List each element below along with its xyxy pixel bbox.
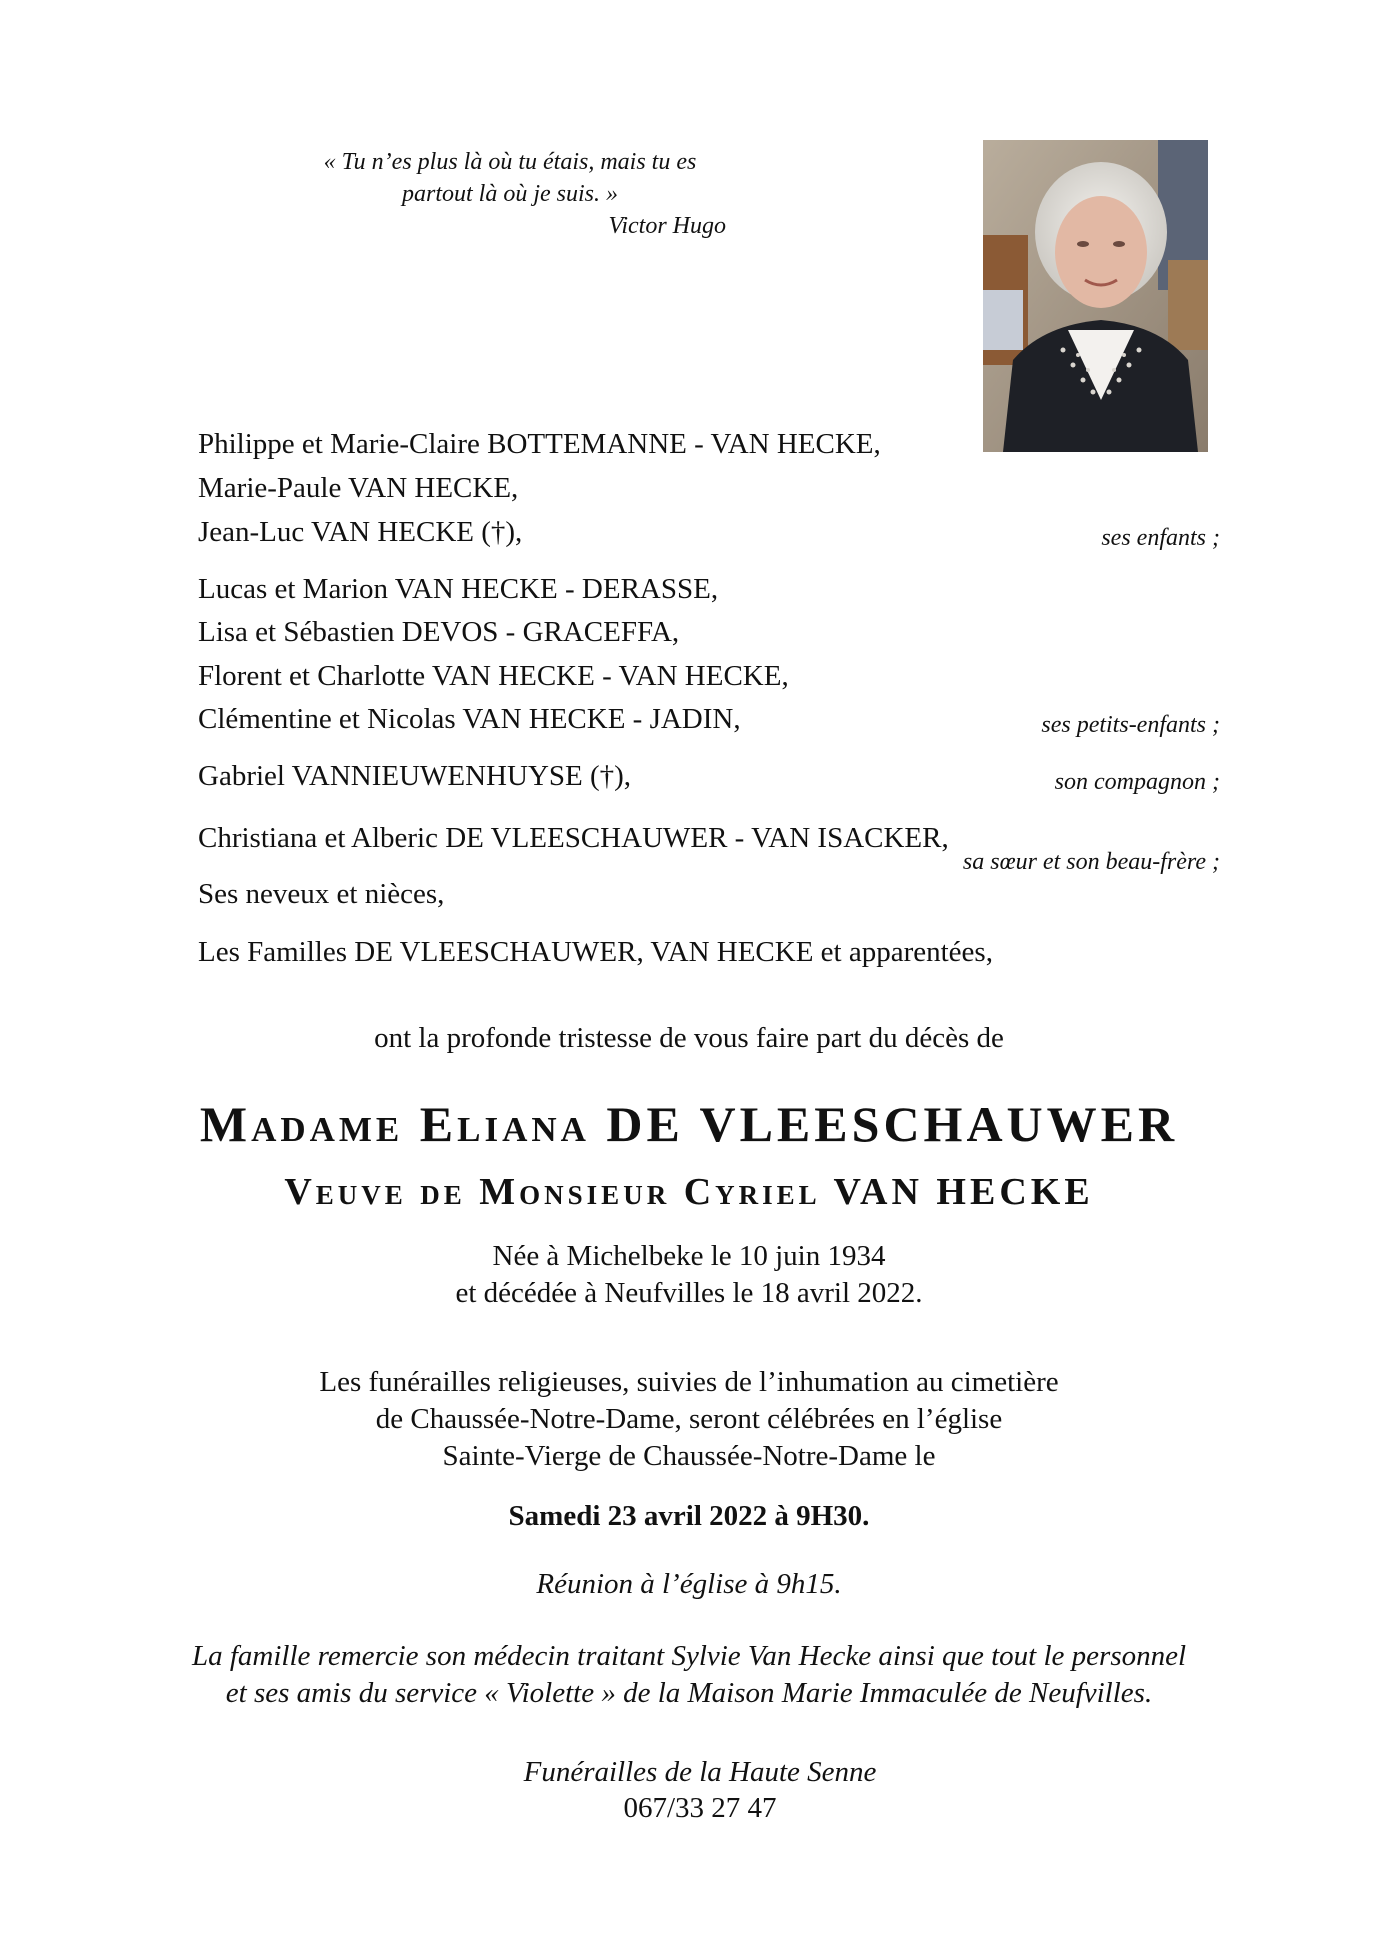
family-name: Marie-Paule VAN HECKE, [198,472,519,504]
epigraph-quote [280,146,740,242]
family-name: Gabriel VANNIEUWENHUYSE (†), [198,760,632,792]
quote-line-1: « Tu n’es plus là où tu étais, mais tu es [323,149,697,175]
undertaker-phone: 067/33 27 47 [623,1792,777,1824]
family-children-row-1 [198,426,1220,462]
death-line: et décédée à Neufvilles le 18 avril 2022. [455,1277,923,1309]
dates-block [0,1238,1378,1312]
family-companion-row [198,758,1220,794]
family-name: Christiana et Alberic DE VLEESCHAUWER - VAN ISACKER, [198,822,949,854]
family-grandchildren-row-3 [198,658,1220,694]
undertaker-name: Funérailles de la Haute Senne [523,1756,877,1788]
deceased-title-surname: DE VLEESCHAUWER [606,1096,1179,1152]
funeral-line-3: Sainte-Vierge de Chaussée-Notre-Dame le [442,1440,936,1472]
role-children: ses enfants ; [1101,525,1220,551]
meeting-time: Réunion à l’église à 9h15. [536,1568,842,1600]
family-children-row-3 [198,514,1220,550]
family-sister-row [198,820,1220,875]
quote-author: Victor Hugo [608,213,726,239]
funeral-line-2: de Chaussée-Notre-Dame, seront célébrées en l’église [375,1403,1003,1435]
family-name: Philippe et Marie-Claire BOTTEMANNE - VAN HECKE, [198,428,881,460]
widow-of-surname: VAN HECKE [833,1171,1094,1213]
role-companion: son compagnon ; [1054,769,1220,795]
family-name: Jean-Luc VAN HECKE (†), [198,516,523,548]
family-name: Lisa et Sébastien DEVOS - GRACEFFA, [198,616,680,648]
birth-line: Née à Michelbeke le 10 juin 1934 [492,1240,886,1272]
thanks-line-2: et ses amis du service « Violette » de la Maison Marie Immaculée de Neufvilles. [225,1677,1153,1709]
announcement-text: ont la profonde tristesse de vous faire part du décès de [374,1022,1004,1054]
funeral-line-1: Les funérailles religieuses, suivies de l’inhumation au cimetière [319,1366,1059,1398]
role-sister: sa sœur et son beau-frère ; [962,849,1220,875]
family-name: Les Familles DE VLEESCHAUWER, VAN HECKE et apparentées, [198,936,993,968]
thanks-block [0,1638,1378,1712]
role-grandchildren: ses petits-enfants ; [1041,712,1220,738]
deceased-widow-of [0,1168,1378,1216]
family-name: Florent et Charlotte VAN HECKE - VAN HECKE, [198,660,789,692]
thanks-line-1: La famille remercie son médecin traitant Sylvie Van Hecke ainsi que tout le personnel [191,1640,1187,1672]
family-name: Clémentine et Nicolas VAN HECKE - JADIN, [198,703,741,735]
quote-line-2: partout là où je suis. » [401,181,618,207]
family-families-row [198,934,1220,970]
widow-of-prefix: Veuve de Monsieur Cyriel [284,1171,821,1213]
family-grandchildren-row-4 [198,701,1220,737]
funeral-block [0,1364,1378,1475]
deceased-name [0,1094,1378,1154]
family-grandchildren-row-2 [198,614,1220,650]
funeral-date: Samedi 23 avril 2022 à 9H30. [508,1500,870,1532]
deceased-title-first: Madame Eliana [199,1096,590,1152]
family-grandchildren-row-1 [198,571,1220,607]
family-name: Lucas et Marion VAN HECKE - DERASSE, [198,573,719,605]
portrait-image [983,140,1208,452]
portrait-photo [983,140,1208,452]
family-children-row-2 [198,470,1220,506]
family-nephews-row [198,876,1220,912]
family-name: Ses neveux et nièces, [198,878,445,910]
